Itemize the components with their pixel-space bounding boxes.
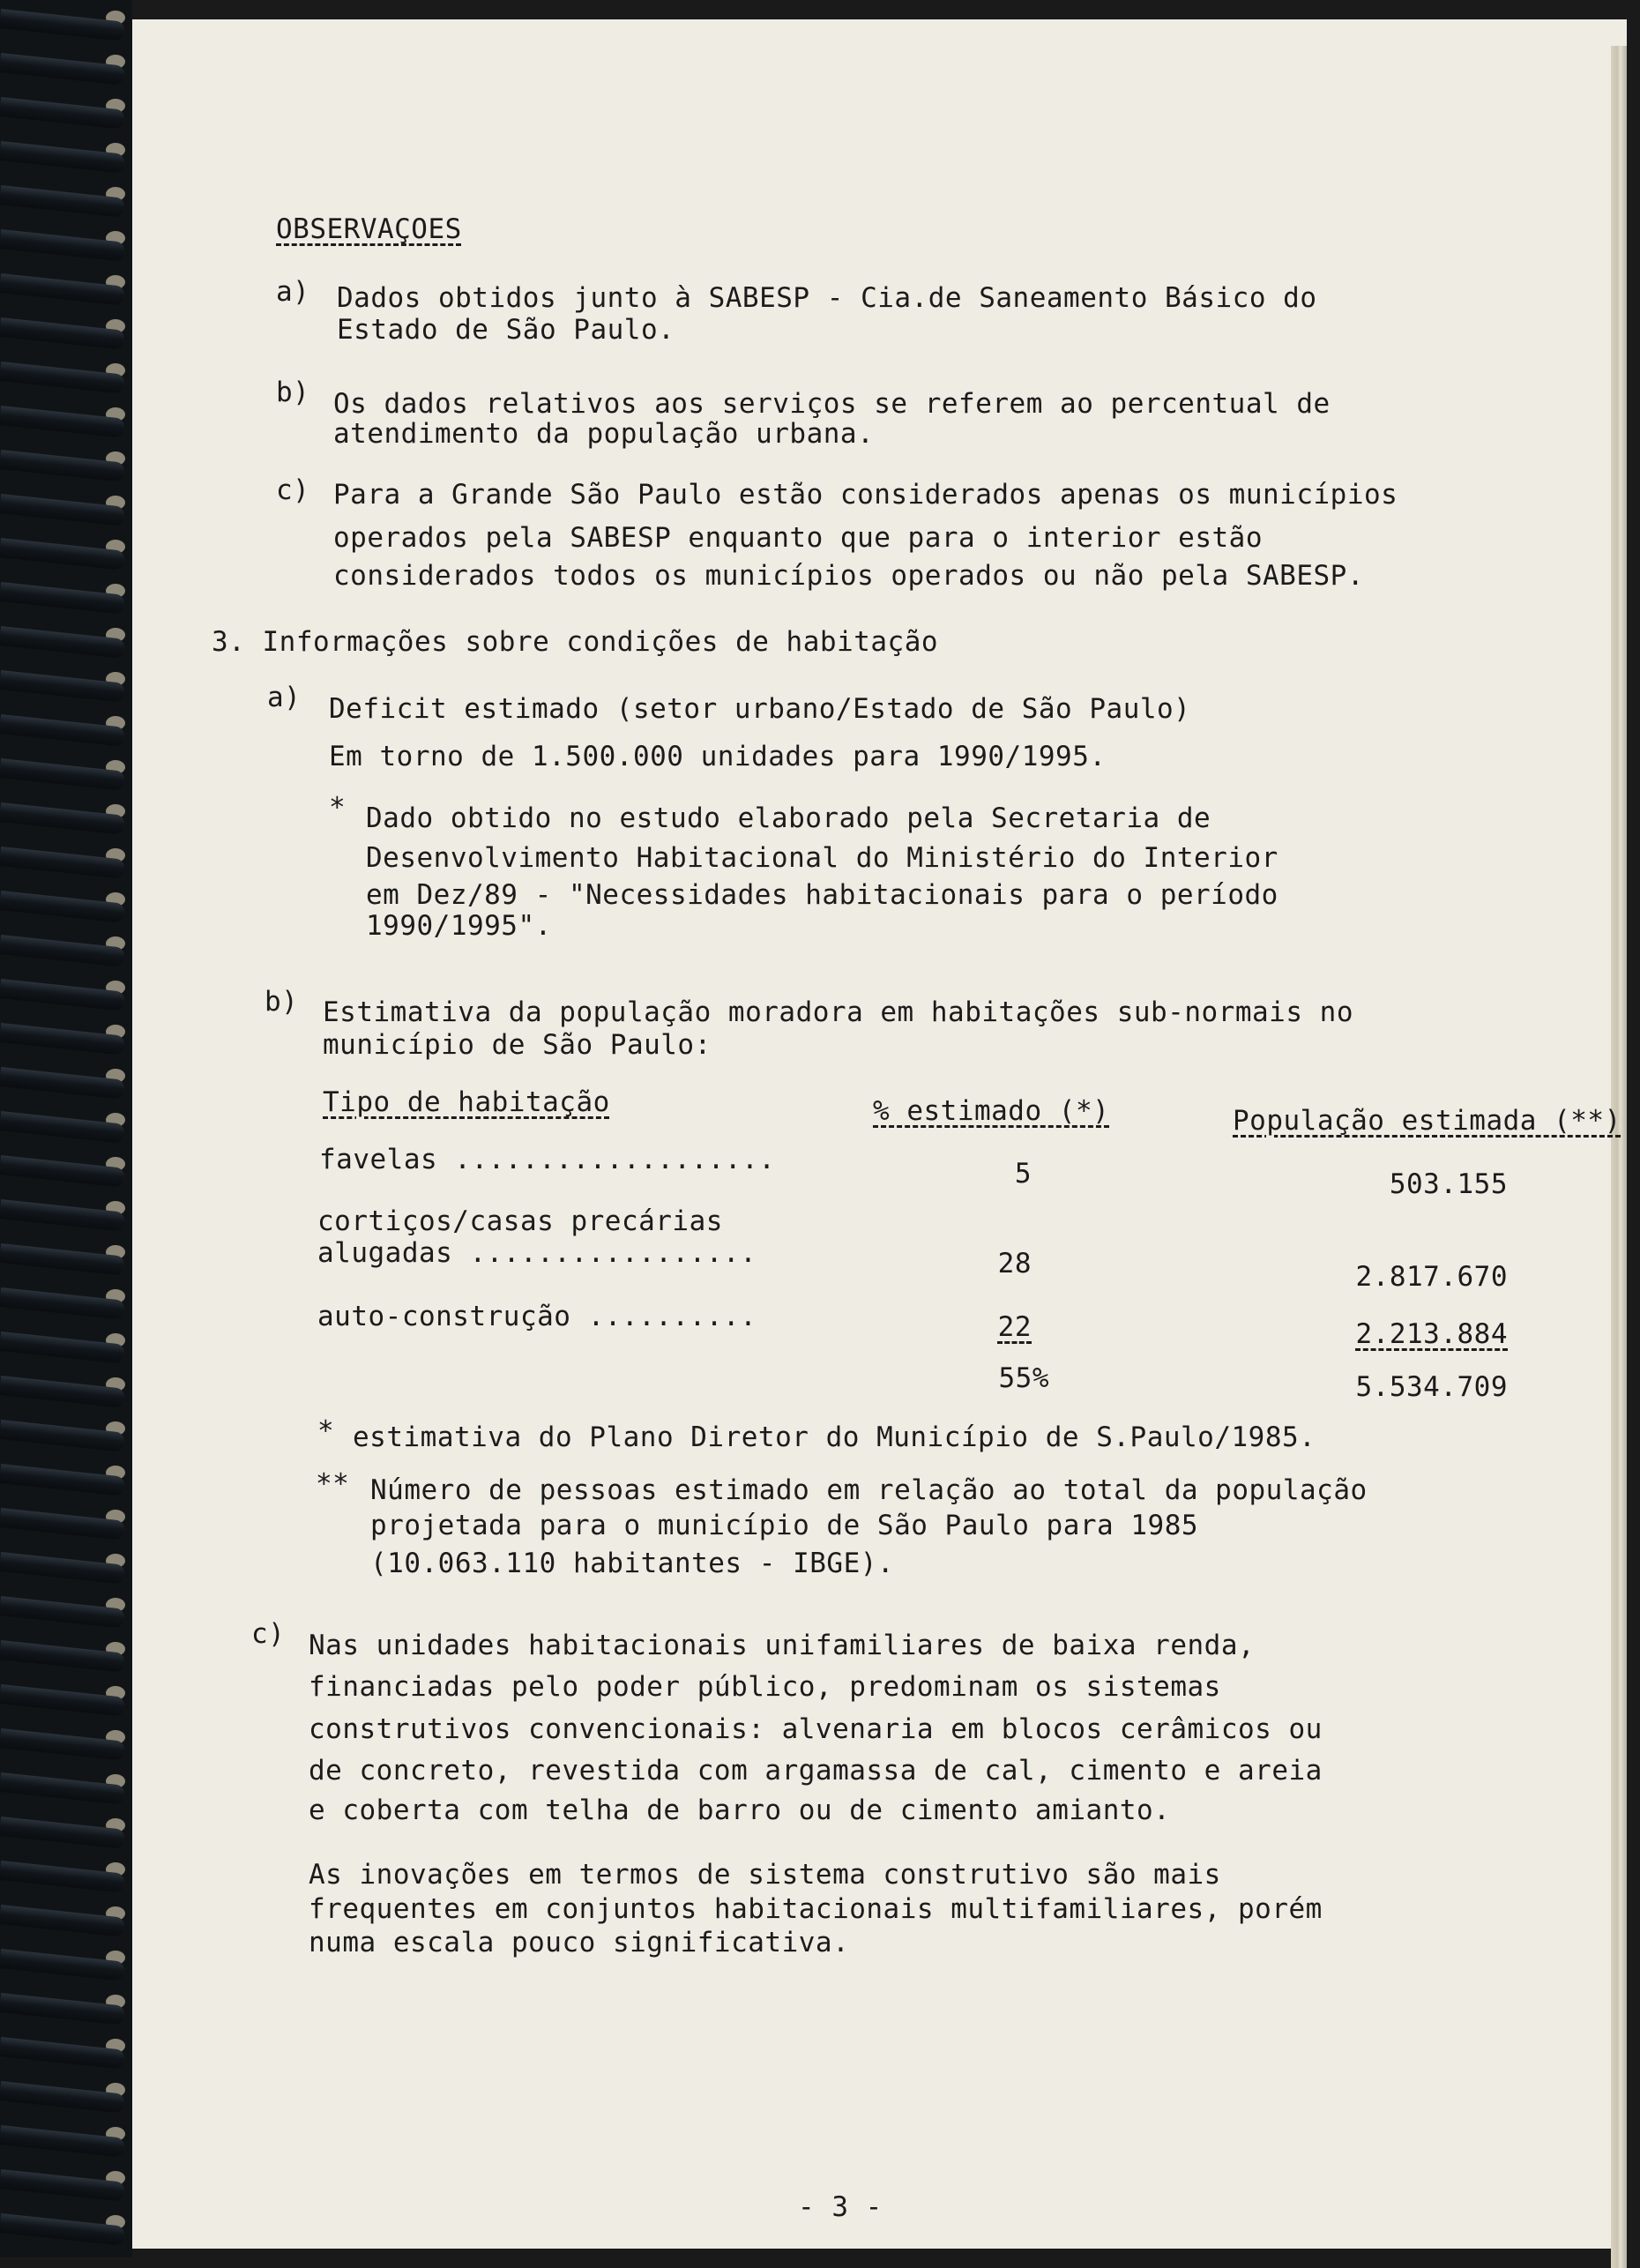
- table-total-pct: 55%: [998, 1362, 1049, 1394]
- table-total-pop: 5.534.709: [1355, 1371, 1508, 1403]
- footnote-marker: *: [317, 1415, 335, 1447]
- s3c-line: e coberta com telha de barro ou de cimento amianto.: [309, 1794, 1171, 1826]
- table-header-pop: População estimada (**): [1233, 1105, 1621, 1137]
- section-3-title: 3. Informações sobre condições de habitação: [212, 626, 939, 658]
- s3a-note-line: Dado obtido no estudo elaborado pela Secretaria de: [366, 802, 1211, 834]
- obs-c-line: Para a Grande São Paulo estão considerados apenas os municípios: [333, 479, 1398, 511]
- s3b-line: Estimativa da população moradora em habitações sub-normais no: [323, 996, 1353, 1028]
- table-row-tipo: cortiços/casas precárias: [317, 1205, 723, 1237]
- page-number: - 3 -: [798, 2191, 883, 2223]
- obs-b-marker: b): [276, 377, 310, 408]
- table-row-tipo: favelas ...................: [319, 1144, 776, 1175]
- table-row-tipo: alugadas .................: [317, 1237, 757, 1269]
- s3a-marker: a): [267, 682, 302, 713]
- obs-b-line: Os dados relativos aos serviços se referem ao percentual de: [333, 388, 1331, 420]
- s3a-note-line: em Dez/89 - "Necessidades habitacionais para o período: [366, 879, 1278, 911]
- s3c-line: financiadas pelo poder público, predominam os sistemas: [309, 1671, 1221, 1703]
- table-row-pop: 503.155: [1389, 1168, 1508, 1200]
- s3c-line: Nas unidades habitacionais unifamiliares de baixa renda,: [309, 1630, 1256, 1661]
- footnote-line: (10.063.110 habitantes - IBGE).: [370, 1548, 895, 1579]
- observations-heading: OBSERVAÇOES: [276, 213, 462, 245]
- obs-a-line: Estado de São Paulo.: [337, 314, 675, 346]
- page-stack-edge: [1611, 46, 1627, 2268]
- s3a-note-line: 1990/1995".: [366, 910, 552, 942]
- table-row-pop: 2.213.884: [1355, 1318, 1508, 1350]
- table-row-pct: 5: [1014, 1158, 1032, 1190]
- s3a-line: Deficit estimado (setor urbano/Estado de São Paulo): [329, 693, 1191, 725]
- table-row-pct: 22: [997, 1311, 1032, 1343]
- s3b-marker: b): [265, 986, 299, 1018]
- s3c-para2-line: frequentes em conjuntos habitacionais multifamiliares, porém: [309, 1893, 1323, 1925]
- obs-a-line: Dados obtidos junto à SABESP - Cia.de Saneamento Básico do: [337, 282, 1317, 314]
- table-row-pop: 2.817.670: [1355, 1261, 1508, 1293]
- s3c-marker: c): [251, 1618, 286, 1650]
- table-row-pct: 28: [997, 1248, 1032, 1279]
- footnote-line: projetada para o município de São Paulo para 1985: [370, 1510, 1199, 1541]
- obs-c-line: operados pela SABESP enquanto que para o interior estão: [333, 522, 1263, 554]
- s3c-line: de concreto, revestida com argamassa de cal, cimento e areia: [309, 1755, 1323, 1787]
- obs-b-line: atendimento da população urbana.: [333, 418, 875, 450]
- s3c-para2-line: As inovações em termos de sistema construtivo são mais: [309, 1859, 1221, 1891]
- s3a-note-line: Desenvolvimento Habitacional do Ministério do Interior: [366, 842, 1278, 874]
- s3b-line: município de São Paulo:: [323, 1029, 712, 1061]
- table-header-pct: % estimado (*): [873, 1095, 1110, 1127]
- footnote-line: Número de pessoas estimado em relação ao total da população: [370, 1474, 1368, 1506]
- obs-c-marker: c): [276, 474, 310, 506]
- table-header-tipo: Tipo de habitação: [323, 1086, 610, 1118]
- footnote-line: estimativa do Plano Diretor do Município de S.Paulo/1985.: [353, 1421, 1316, 1453]
- s3a-note-marker: *: [329, 792, 347, 824]
- obs-a-marker: a): [276, 276, 310, 308]
- s3a-line: Em torno de 1.500.000 unidades para 1990/1995.: [329, 741, 1107, 772]
- table-row-tipo: auto-construção ..........: [317, 1301, 757, 1332]
- s3c-para2-line: numa escala pouco significativa.: [309, 1927, 850, 1958]
- footnote-marker: **: [316, 1468, 350, 1500]
- obs-c-line: considerados todos os municípios operados ou não pela SABESP.: [333, 560, 1364, 592]
- s3c-line: construtivos convencionais: alvenaria em blocos cerâmicos ou: [309, 1713, 1323, 1745]
